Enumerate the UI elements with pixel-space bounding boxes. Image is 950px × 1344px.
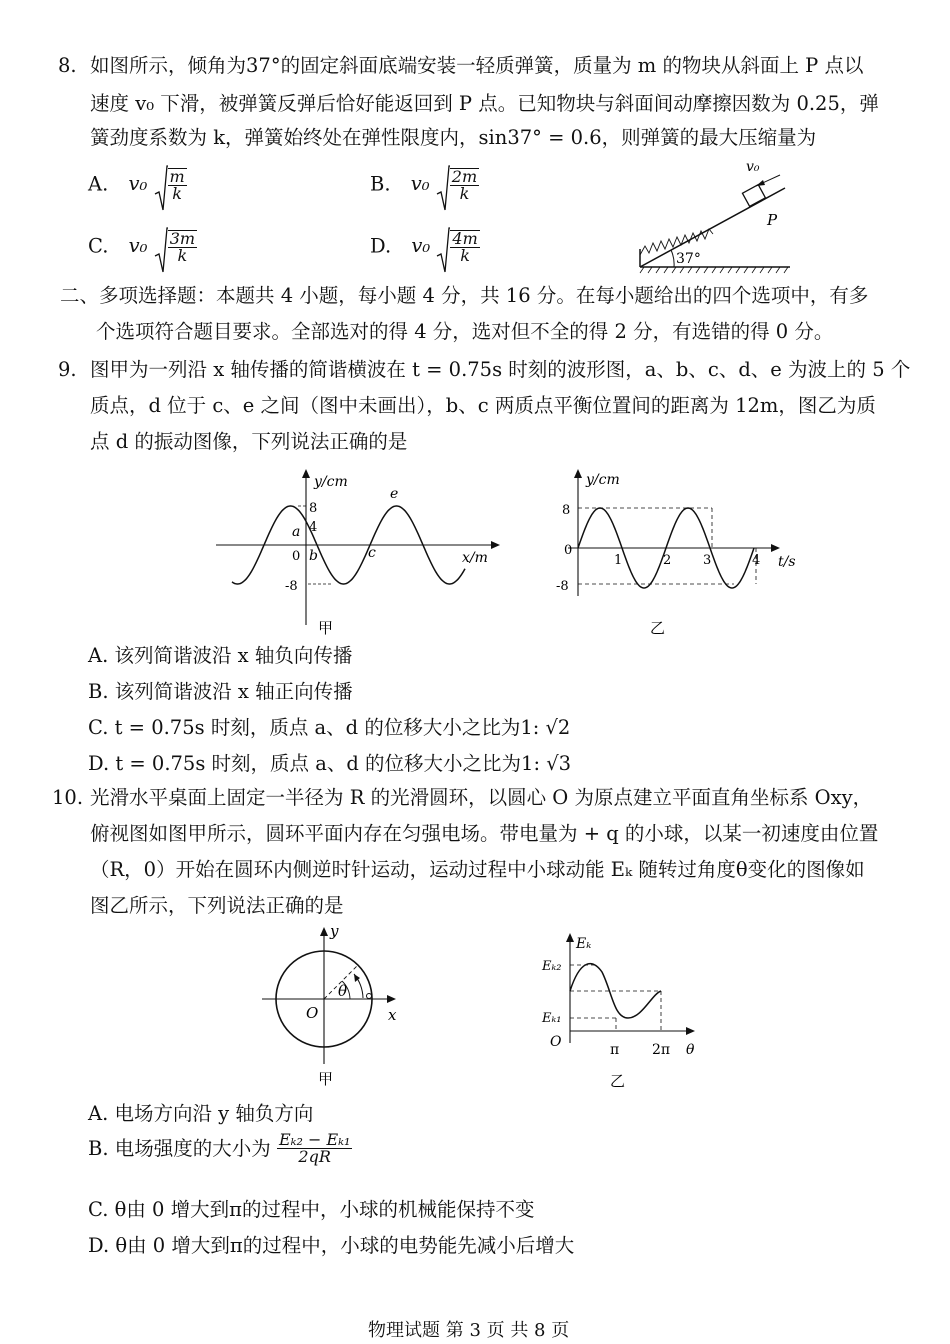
- fraction: $\frac{4m}{k}$: [452, 228, 478, 265]
- vib-xlabel: t/s: [778, 554, 796, 570]
- q10-line2: 俯视图如图甲所示，圆环平面内存在匀强电场。带电量为 + q 的小球，以某一初速度由位置: [90, 822, 879, 845]
- point-b: b: [309, 548, 318, 564]
- wave-xlabel: x/m: [462, 550, 488, 566]
- q10-line3: （R，0）开始在圆环内侧逆时针运动，运动过程中小球动能 Eₖ 随转过角度θ变化的图像如: [90, 858, 865, 881]
- wave-caption: 甲: [318, 619, 334, 637]
- vib-tick-1: 1: [614, 553, 623, 568]
- option-b-fraction: $\frac{\text{Eₖ₂ − Eₖ₁}}{2qR}$: [278, 1130, 351, 1166]
- v0: v₀: [411, 234, 431, 258]
- ring-y-label: y: [330, 922, 339, 940]
- page-footer: 物理试题 第 3 页 共 8 页: [368, 1320, 570, 1341]
- angle-label: 37°: [676, 251, 701, 267]
- vib-tick-3: 3: [703, 553, 712, 568]
- wave-tick-neg8: -8: [285, 579, 298, 594]
- q10-line1: 光滑水平桌面上固定一半径为 R 的光滑圆环，以圆心 O 为原点建立平面直角坐标系 Oxy，: [90, 786, 873, 809]
- wave-graph: [210, 460, 510, 640]
- q10-option-a: A. 电场方向沿 y 轴负方向: [88, 1102, 314, 1125]
- option-b-text: B. 电场强度的大小为: [88, 1136, 271, 1160]
- ek-axis-label: Eₖ: [576, 936, 592, 952]
- ek1-label: Eₖ₁: [542, 1011, 562, 1026]
- vib-tick-0: 0: [564, 543, 573, 558]
- vib-tick-2: 2: [663, 553, 672, 568]
- option-letter: B.: [370, 172, 391, 196]
- v0: v₀: [128, 172, 148, 196]
- fraction: $\frac{2m}{k}$: [451, 166, 478, 203]
- vib-ylabel: y/cm: [586, 472, 620, 488]
- section2-line2: 个选项符合题目要求。全部选对的得 4 分，选对但不全的得 2 分，有选错的得 0 分。: [96, 320, 834, 343]
- ek-tick-pi: π: [610, 1042, 620, 1058]
- q10-line4: 图乙所示，下列说法正确的是: [90, 894, 344, 917]
- q8-option-a: [88, 158, 187, 212]
- ring-theta-label: θ: [338, 982, 348, 1000]
- q10-option-c: C. θ由 0 增大到π的过程中，小球的机械能保持不变: [88, 1198, 535, 1221]
- q10-option-b: [88, 1132, 352, 1165]
- sqrt-sign: [436, 158, 450, 212]
- point-p-label: P: [767, 211, 778, 229]
- q9-line1: 图甲为一列沿 x 轴传播的简谐横波在 t = 0.75s 时刻的波形图，a、b、c、d、e 为波上的 5 个: [90, 358, 911, 381]
- sqrt-sign: [154, 158, 168, 212]
- q10-option-d: D. θ由 0 增大到π的过程中，小球的电势能先减小后增大: [88, 1234, 575, 1257]
- option-letter: D.: [370, 234, 392, 258]
- fraction: $\frac{m}{k}$: [169, 166, 185, 203]
- q9-line2: 质点，d 位于 c、e 之间（图中未画出），b、c 两质点平衡位置间的距离为 12m，图乙为质: [90, 394, 876, 417]
- wave-ylabel: y/cm: [314, 474, 348, 490]
- ring-figure: [260, 922, 420, 1092]
- wave-tick-4: 4: [309, 520, 318, 535]
- q9-option-b: B. 该列简谐波沿 x 轴正向传播: [88, 680, 353, 703]
- wave-tick-8: 8: [309, 501, 318, 516]
- point-c: c: [368, 545, 376, 561]
- sqrt-sign: [154, 220, 168, 274]
- q8-line2: 速度 v₀ 下滑，被弹簧反弹后恰好能返回到 P 点。已知物块与斜面间动摩擦因数为 0.25，弹: [90, 92, 879, 115]
- q9-line3: 点 d 的振动图像，下列说法正确的是: [90, 430, 408, 453]
- q8-line1: 如图所示，倾角为37°的固定斜面底端安装一轻质弹簧，质量为 m 的物块从斜面上 P 点以: [90, 54, 864, 77]
- vib-tick-4: 4: [752, 553, 761, 568]
- ek2-label: Eₖ₂: [542, 959, 562, 974]
- q8-line3: 簧劲度系数为 k，弹簧始终处在弹性限度内，sin37° = 0.6，则弹簧的最大压缩量为: [90, 126, 817, 149]
- fraction: $\frac{3m}{k}$: [169, 228, 196, 265]
- option-letter: A.: [88, 172, 109, 196]
- vibration-graph: [550, 460, 810, 640]
- section2-line1: 二、多项选择题：本题共 4 小题，每小题 4 分，共 16 分。在每小题给出的四个选项中，有多: [60, 284, 869, 307]
- q10-number: 10.: [52, 786, 84, 809]
- q9-option-d: D. t = 0.75s 时刻，质点 a、d 的位移大小之比为1: √3: [88, 752, 572, 775]
- vib-tick-neg8: -8: [556, 579, 569, 594]
- vib-tick-8: 8: [562, 503, 571, 518]
- ring-origin-label: O: [306, 1004, 319, 1022]
- sqrt-sign: [436, 220, 450, 274]
- wave-tick-0: 0: [292, 549, 301, 564]
- ring-x-label: x: [388, 1006, 397, 1024]
- ring-caption: 甲: [318, 1070, 334, 1088]
- point-a: a: [292, 524, 301, 540]
- option-letter: C.: [88, 234, 109, 258]
- q8-option-b: [370, 158, 479, 212]
- q8-option-d: [370, 220, 480, 274]
- q9-option-a: A. 该列简谐波沿 x 轴负向传播: [88, 644, 353, 667]
- q9-number: 9.: [58, 358, 77, 381]
- ek-tick-2pi: 2π: [652, 1042, 671, 1058]
- block: [742, 185, 765, 207]
- v0: v₀: [128, 234, 148, 258]
- q8-option-c: [88, 220, 197, 274]
- ek-theta-label: θ: [686, 1042, 695, 1058]
- ek-caption: 乙: [610, 1072, 626, 1090]
- q8-number: 8.: [58, 54, 77, 77]
- v0: v₀: [410, 172, 430, 196]
- incline-figure: [630, 155, 800, 275]
- ek-origin: O: [550, 1034, 562, 1050]
- q9-option-c: C. t = 0.75s 时刻，质点 a、d 的位移大小之比为1: √2: [88, 716, 571, 739]
- vib-caption: 乙: [650, 619, 666, 637]
- energy-graph: [540, 930, 720, 1090]
- v0-label: v₀: [746, 159, 760, 175]
- point-e: e: [390, 486, 399, 502]
